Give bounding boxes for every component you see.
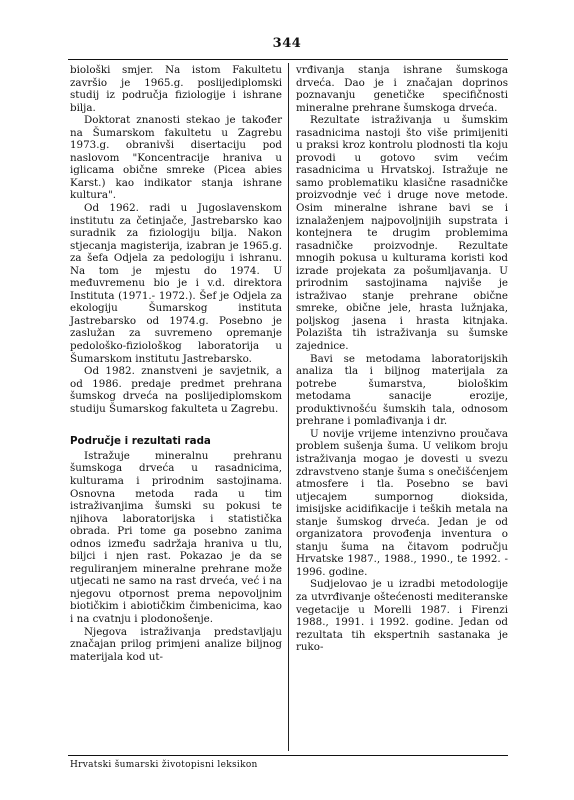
right-column bbox=[296, 64, 508, 654]
paragraph: Rezultate istraživanja u šumskim rasadnicima nastoji što više primijeniti u praksi kroz kontrolu plodnosti tla koju provodi u gotovo svim većim rasadnicima u Hrvatskoj. Istražuje ne samo problematiku klasične rasadničke proizvodnje već i druge nove metode. Osim mineralne ishrane bavi se i iznalaženjem najpovoljnijih supstrata i kontejnera te drugim problemima rasadničke proizvodnje. Rezultate mnogih pokusa u kulturama koristi kod izrade projekata za pošumljavanja. U prirodnim sastojinama najviše je istraživao stanje prehrane obične smreke, obične jele, hrasta lužnjaka, poljskog jasena i hrasta kitnjaka. Polazišta tih istraživanja su šumske zajednice. bbox=[296, 114, 508, 353]
footer-text: Hrvatski šumarski životopisni leksikon bbox=[70, 760, 258, 770]
paragraph: Istražuje mineralnu prehranu šumskoga drveća u rasadnicima, kulturama i prirodnim sastojinama. Osnovna metoda rada u tim istraživanjima šumski su pokusi te njihova laboratorijska i statistička obrada. Pri tome ga posebno zanima odnos između sadržaja hraniva u tlu, biljci i njen rast. Pokazao je da se reguliranjem mineralne prehrane može utjecati ne samo na rast drveća, već i na njegovu otpornost prema nepovoljnim biotičkim i abiotičkim čimbenicima, kao i na cvatnju i plodonošenje. bbox=[70, 449, 282, 625]
paragraph: Sudjelovao je u izradbi metodologije za utvrđivanje oštećenosti mediteranske vegetacije u Morelli 1987. i Firenzi 1988., 1991. i 1992. godine. Jedan od rezultata tih ekspertnih sastanaka je ruko- bbox=[296, 578, 508, 654]
paragraph: biološki smjer. Na istom Fakultetu završio je 1965.g. poslijediplomski studij iz područja fiziologije i ishrane bilja. bbox=[70, 64, 282, 114]
section-heading: Područje i rezultati rada bbox=[70, 435, 211, 448]
paragraph: Bavi se metodama laboratorijskih analiza tla i biljnog materijala za potrebe šumarstva, biološkim metodama sanacije erozije, produktivnošću šumskih tala, odnosom prehrane i pomlađivanja i dr. bbox=[296, 352, 508, 428]
column-divider bbox=[288, 63, 289, 751]
paragraph: vrđivanja stanja ishrane šumskoga drveća. Dao je i značajan doprinos poznavanju genetičke specifičnosti mineralne prehrane šumskoga drveća. bbox=[296, 64, 508, 114]
paragraph: Od 1982. znanstveni je savjetnik, a od 1986. predaje predmet prehrana šumskog drveća na poslijediplomskom studiju Šumarskog fakulteta u Zagrebu. bbox=[70, 365, 282, 415]
page-number: 344 bbox=[272, 36, 302, 51]
left-column bbox=[70, 64, 282, 663]
footer-rule bbox=[68, 755, 508, 756]
paragraph: U novije vrijeme intenzivno proučava problem sušenja šuma. U velikom broju istraživanja mogao je dovesti u svezu zdravstveno stanje šuma s onečišćenjem atmosfere i tla. Posebno se bavi utjecajem sumpornog dioksida, imisijske acidifikacije i teških metala na stanje šumskog drveća. Jedan je od organizatora provođenja inventura o stanju šuma na čitavom području Hrvatske 1987., 1988., 1990., te 1992. - 1996. godine. bbox=[296, 427, 508, 578]
paragraph: Doktorat znanosti stekao je također na Šumarskom fakultetu u Zagrebu 1973.g. obranivši disertaciju pod naslovom "Koncentracije hraniva u iglicama obične smreke (Picea abies Karst.) kao indikator stanja ishrane kultura". bbox=[70, 114, 282, 202]
header-rule bbox=[68, 59, 508, 60]
paragraph: Njegova istraživanja predstavljaju značajan prilog primjeni analize biljnog materijala kod ut- bbox=[70, 625, 282, 663]
paragraph: Od 1962. radi u Jugoslavenskom institutu za četinjače, Jastrebarsko kao suradnik za fiziologiju bilja. Nakon stjecanja magisterija, izabran je 1965.g. za šefa Odjela za pedologiju i ishranu. Na tom je mjestu do 1974. U međuvremenu bio je i v.d. direktora Instituta (1971.- 1972.). Šef je Odjela za ekologiju Šumarskog instituta Jastrebarsko od 1974.g. Posebno je zaslužan za suvremeno opremanje pedološko-fiziološkog laboratorija u Šumarskom institutu Jastrebarsko. bbox=[70, 202, 282, 365]
